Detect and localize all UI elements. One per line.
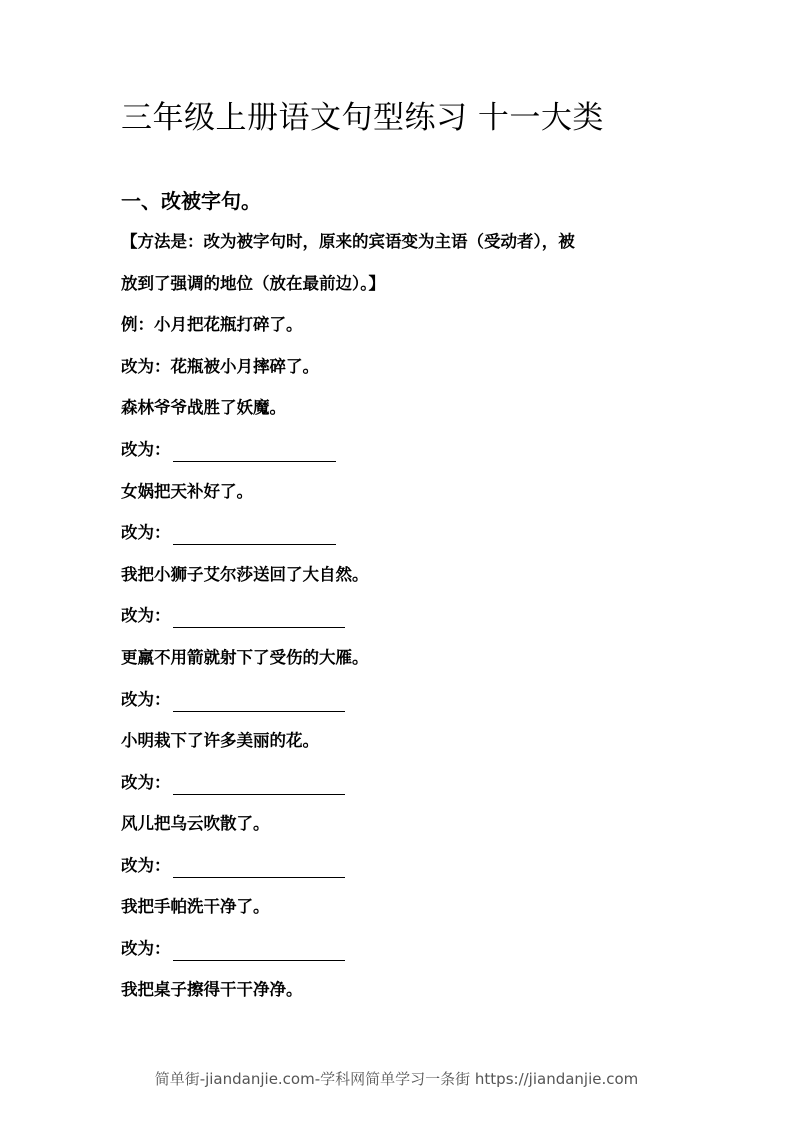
exercise-sentence: 我把手帕洗干净了。 [121,897,270,916]
answer-blank[interactable] [173,526,336,545]
method-text-line-1: 【方法是：改为被字句时，原来的宾语变为主语（受动者），被 [121,232,575,251]
answer-prefix: 改为： [121,690,171,709]
method-text-line-2: 放到了强调的地位（放在最前边）。】 [121,274,385,293]
answer-prefix: 改为： [121,606,171,625]
exercise-sentence: 小明栽下了许多美丽的花。 [121,731,319,750]
example-sentence: 例：小月把花瓶打碎了。 [121,315,303,334]
answer-prefix: 改为： [121,523,171,542]
page-title: 三年级上册语文句型练习 十一大类 [121,100,604,136]
exercise-sentence: 风儿把乌云吹散了。 [121,814,270,833]
answer-blank[interactable] [173,859,345,878]
answer-row [121,771,345,795]
answer-blank[interactable] [173,443,336,462]
answer-prefix: 改为： [121,773,171,792]
answer-row [121,438,336,462]
answer-blank[interactable] [173,776,345,795]
answer-prefix: 改为： [121,939,171,958]
answer-prefix: 改为： [121,856,171,875]
answer-prefix: 改为： [121,440,171,459]
answer-row [121,854,345,878]
example-answer: 改为：花瓶被小月摔碎了。 [121,357,319,376]
answer-blank[interactable] [173,609,345,628]
exercise-sentence: 更羸不用箭就射下了受伤的大雁。 [121,648,369,667]
section-heading: 一、改被字句。 [121,189,261,213]
answer-row [121,937,345,961]
footer-watermark: 简单街-jiandanjie.com-学科网简单学习一条街 https://jiandanjie.com [154,1070,639,1088]
exercise-sentence: 森林爷爷战胜了妖魔。 [121,398,286,417]
exercise-sentence: 我把小狮子艾尔莎送回了大自然。 [121,565,369,584]
answer-blank[interactable] [173,942,345,961]
answer-blank[interactable] [173,693,345,712]
answer-row [121,521,336,545]
exercise-sentence: 我把桌子擦得干干净净。 [121,980,303,999]
answer-row [121,688,345,712]
exercise-sentence: 女娲把天补好了。 [121,482,253,501]
answer-row [121,604,345,628]
